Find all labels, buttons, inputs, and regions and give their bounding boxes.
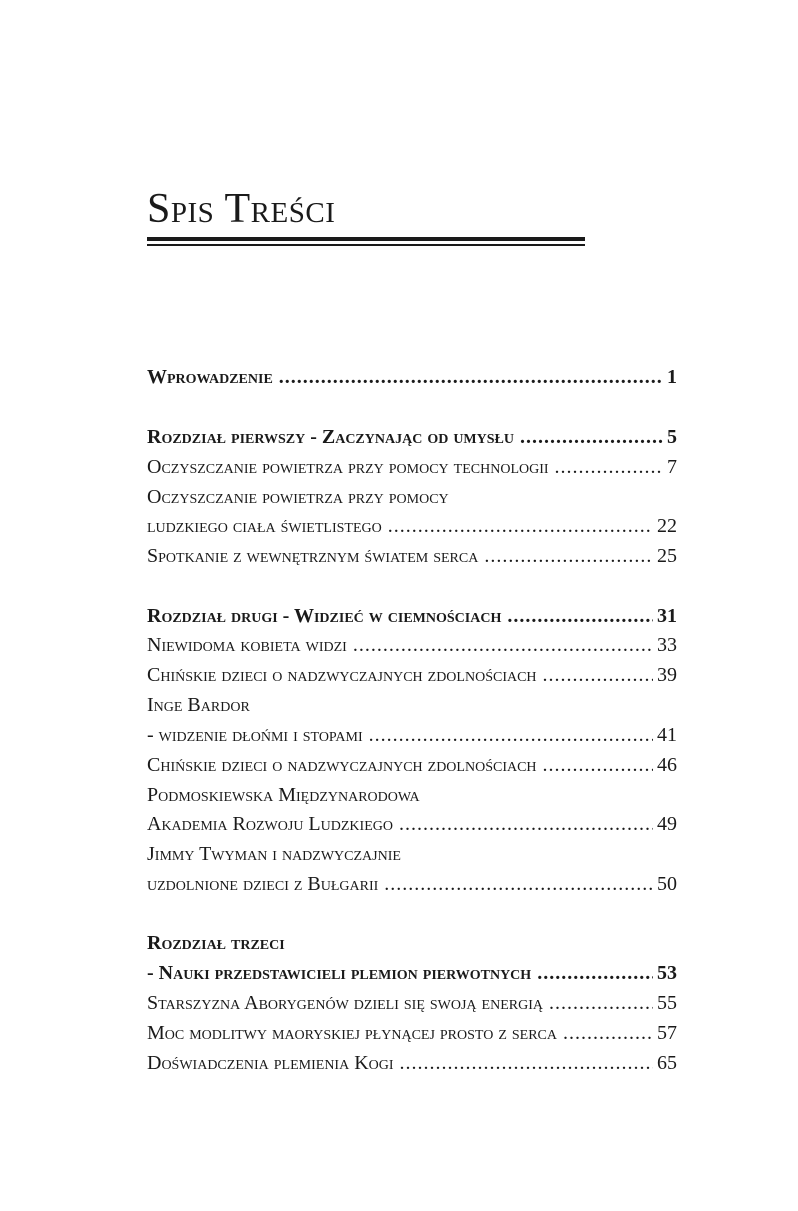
toc-entry [147, 513, 677, 539]
toc-leader-dots [388, 513, 653, 539]
toc-entry-title: Starszyzna Aborygenów dzieli się swoją energią [147, 992, 543, 1014]
toc-chapter-entry [147, 424, 677, 450]
toc-page-number: 31 [657, 605, 677, 627]
toc-entry [147, 484, 677, 510]
toc-entry-title: - widzenie dłońmi i stopami [147, 724, 363, 746]
title-rule-thick [147, 237, 585, 241]
toc-leader-dots [543, 752, 653, 778]
toc-entry-title: Rozdział pierwszy - Zaczynając od umysłu [147, 426, 514, 448]
toc-entry [147, 782, 677, 808]
toc-entry [147, 1050, 677, 1076]
toc-leader-dots [484, 543, 653, 569]
page-title: Spis Treści [147, 186, 336, 232]
toc-entry [147, 692, 677, 718]
toc-entry-title: Doświadczenia plemienia Kogi [147, 1052, 394, 1074]
toc-entry-title: Niewidoma kobieta widzi [147, 634, 347, 656]
toc-entry [147, 871, 677, 897]
toc-entry-title: - Nauki przedstawicieli plemion pierwotnych [147, 962, 532, 984]
toc-entry-title: Spotkanie z wewnętrznym światem serca [147, 545, 479, 567]
toc-entry [147, 722, 677, 748]
toc-entry-title: Inge Bardor [147, 694, 250, 716]
toc-leader-dots [555, 454, 663, 480]
toc-leader-dots [563, 1020, 653, 1046]
toc-chapter-entry [147, 960, 677, 986]
toc-page-number: 50 [657, 873, 677, 895]
toc-page-number: 55 [657, 992, 677, 1014]
toc-entry [147, 990, 677, 1016]
toc-leader-dots [384, 871, 653, 897]
toc-entry-title: Jimmy Twyman i nadzwyczajnie [147, 843, 401, 865]
toc-entry [147, 632, 677, 658]
toc-page-number: 41 [657, 724, 677, 746]
toc-entry-title: Podmoskiewska Międzynarodowa [147, 784, 420, 806]
toc-chapter-entry [147, 603, 677, 629]
toc-entry-title: ludzkiego ciała świetlistego [147, 515, 382, 537]
toc-page-number: 46 [657, 754, 677, 776]
toc-page-number: 33 [657, 634, 677, 656]
toc-leader-dots [353, 632, 653, 658]
toc-entry [147, 752, 677, 778]
toc-entry-title: Oczyszczanie powietrza przy pomocy technologii [147, 456, 549, 478]
toc-entry-title: Moc modlitwy maoryskiej płynącej prosto z serca [147, 1022, 558, 1044]
toc-chapter-entry [147, 364, 677, 390]
toc-page-number: 65 [657, 1052, 677, 1074]
toc-leader-dots [520, 424, 663, 450]
toc-leader-dots [399, 811, 653, 837]
toc-entry-title: Oczyszczanie powietrza przy pomocy [147, 486, 449, 508]
toc-page-number: 5 [667, 426, 677, 448]
toc-entry-title: Rozdział trzeci [147, 932, 285, 954]
toc-entry [147, 454, 677, 480]
toc-page-number: 53 [657, 962, 677, 984]
toc-chapter-entry [147, 930, 677, 956]
toc-leader-dots [369, 722, 653, 748]
toc-page-number: 25 [657, 545, 677, 567]
toc-leader-dots [537, 960, 653, 986]
toc-leader-dots [549, 990, 653, 1016]
toc-page-number: 7 [667, 456, 677, 478]
toc-entry-title: uzdolnione dzieci z Bułgarii [147, 873, 379, 895]
toc-entry-title: Chińskie dzieci o nadzwyczajnych zdolnościach [147, 754, 537, 776]
toc-leader-dots [507, 603, 653, 629]
toc-page-number: 57 [657, 1022, 677, 1044]
toc-entry-title: Wprowadzenie [147, 366, 273, 388]
toc-page-number: 22 [657, 515, 677, 537]
toc-entry-title: Rozdział drugi - Widzieć w ciemnościach [147, 605, 502, 627]
toc-entry-title: Akademia Rozwoju Ludzkiego [147, 813, 393, 835]
toc-entry [147, 811, 677, 837]
toc-entry [147, 543, 677, 569]
toc-leader-dots [400, 1050, 653, 1076]
toc-leader-dots [543, 662, 653, 688]
toc-leader-dots [279, 364, 663, 390]
title-rule-thin [147, 244, 585, 246]
toc-page-number: 39 [657, 664, 677, 686]
toc-page-number: 1 [667, 366, 677, 388]
toc-entry [147, 662, 677, 688]
toc-entry [147, 1020, 677, 1046]
toc-entry [147, 841, 677, 867]
toc-entry-title: Chińskie dzieci o nadzwyczajnych zdolnościach [147, 664, 537, 686]
toc-page-number: 49 [657, 813, 677, 835]
